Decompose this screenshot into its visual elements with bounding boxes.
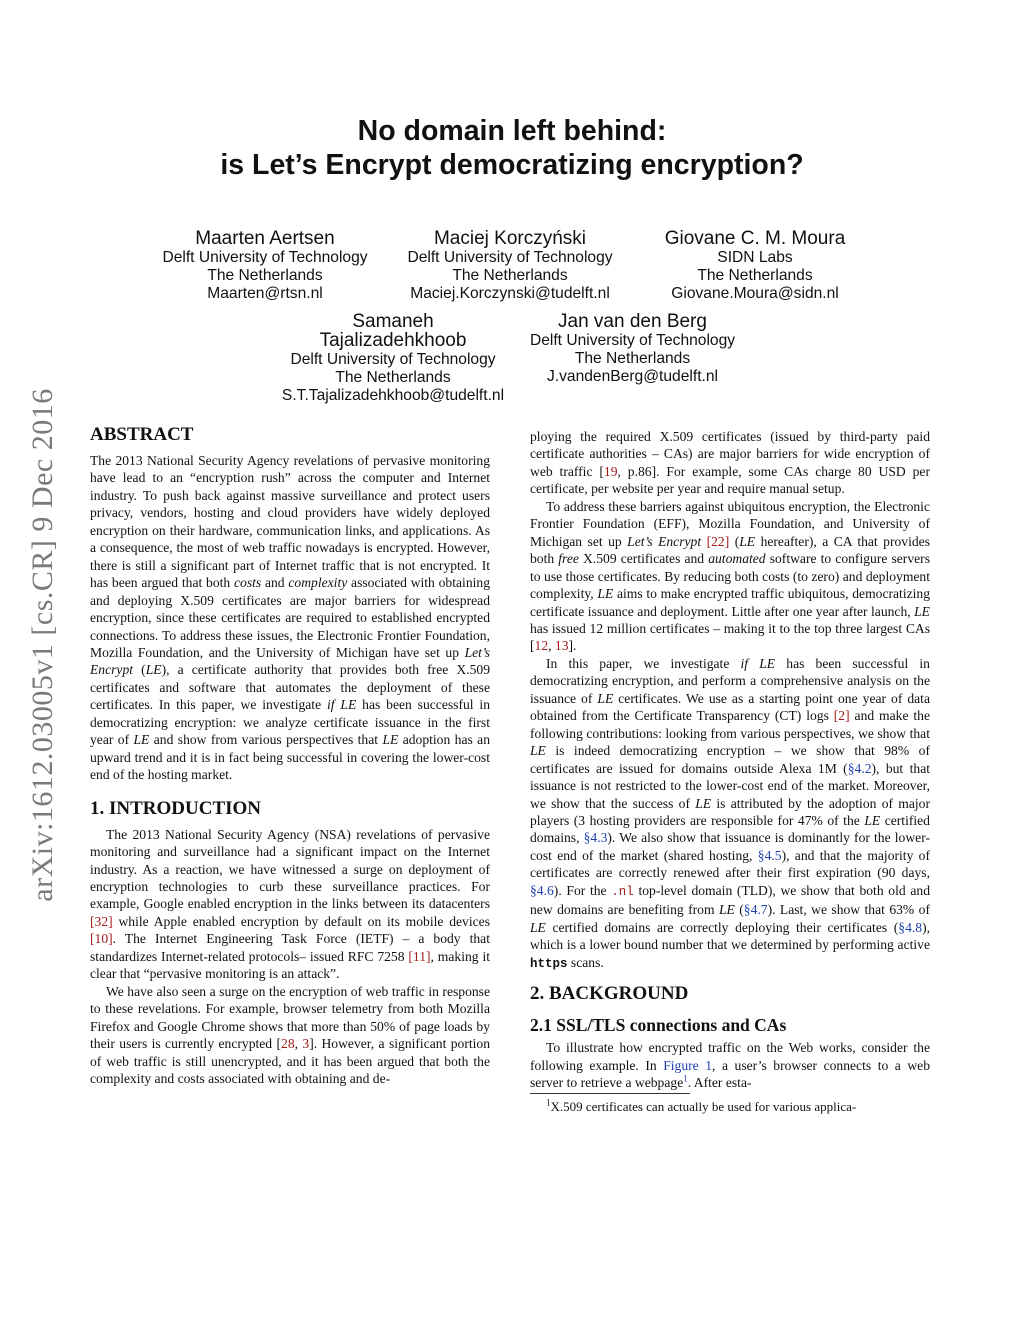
citation-12[interactable]: 12 [534,638,549,654]
citation-13[interactable]: 13 [554,638,569,654]
footnote-rule [530,1093,690,1094]
author-name-line-1: Samaneh [352,311,434,332]
author-name: Maarten Aertsen [195,228,335,249]
author-name-line-2: Tajalizadehkhoob [319,330,467,351]
author-country: The Netherlands [452,267,568,284]
intro-paragraph-2: We have also seen a surge on the encryption of web traffic in response to these revelations. For example, browser telemetry from both Mozilla Firefox and Google Chrome shows that more than 50% of page loads by their users is currently encrypted [28, 3]. However, a significant portion of web traffic is still unencrypted, and it has been argued that both the complexity and costs associated with obtaining and de- [90,983,490,1086]
background-heading: 2. BACKGROUND [530,983,689,1005]
paper-title [0,114,1024,182]
left-column [90,424,490,1087]
author-country: The Netherlands [574,350,691,367]
citation-28[interactable]: 28 [281,1036,295,1052]
author-affiliation: SIDN Labs [717,249,793,266]
citation-3[interactable]: 3 [302,1036,310,1052]
section-link-4-7[interactable]: §4.7 [743,902,768,918]
introduction-heading: 1. INTRODUCTION [90,797,262,819]
arxiv-identifier [8,355,78,935]
footnote-marker[interactable]: 1 [683,1073,688,1084]
section-link-4-5[interactable]: §4.5 [757,847,782,863]
section-link-4-6[interactable]: §4.6 [530,882,554,898]
author-affiliation: Delft University of Technology [162,249,368,266]
author-affiliation: Delft University of Technology [290,351,496,368]
author-block-1 [150,229,380,303]
arxiv-identifier-text: arXiv:1612.03005v1 [cs.CR] 9 Dec 2016 [26,388,59,902]
author-country: The Netherlands [207,267,323,284]
right-column [530,428,930,1116]
author-email: Maciej.Korczynski@tudelft.nl [410,285,610,302]
author-block-5 [515,312,750,386]
author-block-2 [395,229,625,303]
right-paragraph-1: To address these barriers against ubiquitous encryption, the Electronic Frontier Foundation (EFF), Mozilla Foundation, and University of Michigan set up Let’s Encrypt [22] (LE hereafter), a CA that provides both free X.509 certificates and automated software to configure servers to use those certificates. By reducing both costs (to zero) and deployment complexity, LE aims to make encrypted traffic ubiquitous, democratizing certificate issuance and deployment. Little after one year after launch, LE has issued 12 million certificates – making it to the top three largest CAs [12, 13]. [530,498,931,654]
author-country: The Netherlands [335,369,451,386]
intro-paragraph-1: The 2013 National Security Agency (NSA) revelations of pervasive monitoring and surveillance had a significant impact on the Internet industry. As a reaction, we have witnessed a surge on deployment of encryption technologies to curb these surveillance practices. For example, Google enabled encryption in the links between its datacenters [32] while Apple enabled encryption by default on its mobile devices [10]. The Internet Engineering Task Force (IETF) – a body that standardizes Internet-related protocols– issued RFC 7258 [11], making it clear that “pervasive monitoring is an attack”. [90,826,490,982]
author-affiliation: Delft University of Technology [529,332,736,349]
figure-1-link[interactable]: Figure 1 [663,1057,713,1073]
right-paragraph-2: In this paper, we investigate if LE has been successful in democratizing encryption, and perform a comprehensive analysis on the issuance of LE certificates. We use as a starting point one year of data obtained from the Certificate Transparency (CT) logs [2] and make the following contributions: looking from various perspectives, we show that LE is indeed democratizing encryption – we show that 98% of certificates are issued for domains outside Alexa 1M (§4.2), but that issuance is not restricted to the lower-cost end of the market. Moreover, we show that the success of LE is attributed by the adoption of major players (3 hosting providers are responsible for 47% of the LE certified domains, §4.3). We also show that issuance is dominantly for the lower-cost end of the market (shared hosting, §4.5), and that the majority of certificates are correctly renewed after their first expiration (90 days, §4.6). For the .nl top-level domain (TLD), we show that both old and new domains are benefiting from LE (§4.7). Last, we show that 63% of LE certified domains are correctly deploying their certificates (§4.8), which is a lower bound number that we determined by performing active https scans. [530,655,931,971]
footnote: $^1$X.509 certificates can actually be used for various applica- [546,1098,857,1115]
citation-19[interactable]: 19 [603,463,618,479]
citation-10[interactable]: [10] [90,931,113,947]
subsection-heading: 2.1 SSL/TLS connections and CAs [530,1015,787,1036]
author-email: Maarten@rtsn.nl [207,285,323,302]
author-name: Jan van den Berg [558,311,707,332]
abstract-text: The 2013 National Security Agency revelations of pervasive monitoring have lead to an “encryption rush” across the computer and Internet industry. To push back against massive surveillance and protect users privacy, vendors, hosting and cloud providers have widely deployed encryption on their hardware, communication links, and applications. As a consequence, the most of web traffic nowadays is encrypted. However, there is still a significant part of Internet traffic that is not encrypted. It has been argued that both costs and complexity associated with obtaining and deploying X.509 certificates are major barriers for widespread encryption, since these certificates are required to established encrypted connections. To address these issues, the Electronic Frontier Foundation, Mozilla Foundation, and the University of Michigan have set up Let’s Encrypt (LE), a certificate authority that provides both free X.509 certificates and software that automates the deployment of these certificates. In this paper, we investigate if LE has been successful in democratizing encryption: we analyze certificate issuance in the first year of LE and show from various perspectives that LE adoption has an upward trend and it is in fact being successful in covering the lower-cost end of the hosting market. [90,453,490,783]
right-paragraph-0: ploying the required X.509 certificates (issued by third-party paid certificate authorities – CAs) are major barriers for wide encryption of web traffic [19, p.86]. For example, some CAs charge 80 USD per certificate, per website per year and require manual setup. [530,429,930,497]
right-paragraph-3: To illustrate how encrypted traffic on the Web works, consider the following example. In Figure 1, a user’s browser connects to a web server to retrieve a webpage$^1$. After esta- [530,1040,931,1090]
author-email: Giovane.Moura@sidn.nl [671,285,839,302]
author-block-3 [645,229,865,303]
author-block-4 [268,312,518,405]
section-link-4-2[interactable]: §4.2 [847,760,872,776]
title-line-1: No domain left behind: [357,115,667,147]
citation-22[interactable]: [22] [706,533,730,549]
author-email: J.vandenBerg@tudelft.nl [546,368,718,385]
author-email: S.T.Tajalizadehkhoob@tudelft.nl [281,387,505,404]
author-name: Giovane C. M. Moura [664,228,846,249]
citation-32[interactable]: [32] [90,913,113,929]
author-name: Maciej Korczyński [433,228,587,249]
author-country: The Netherlands [697,267,813,284]
title-line-2: is Let’s Encrypt democratizing encryption? [220,149,804,181]
citation-2[interactable]: [2] [833,708,850,724]
citation-11[interactable]: [11] [408,948,431,964]
abstract-heading: ABSTRACT [90,424,194,445]
author-affiliation: Delft University of Technology [407,249,613,266]
section-link-4-8[interactable]: §4.8 [898,919,923,935]
section-link-4-3[interactable]: §4.3 [583,830,608,846]
